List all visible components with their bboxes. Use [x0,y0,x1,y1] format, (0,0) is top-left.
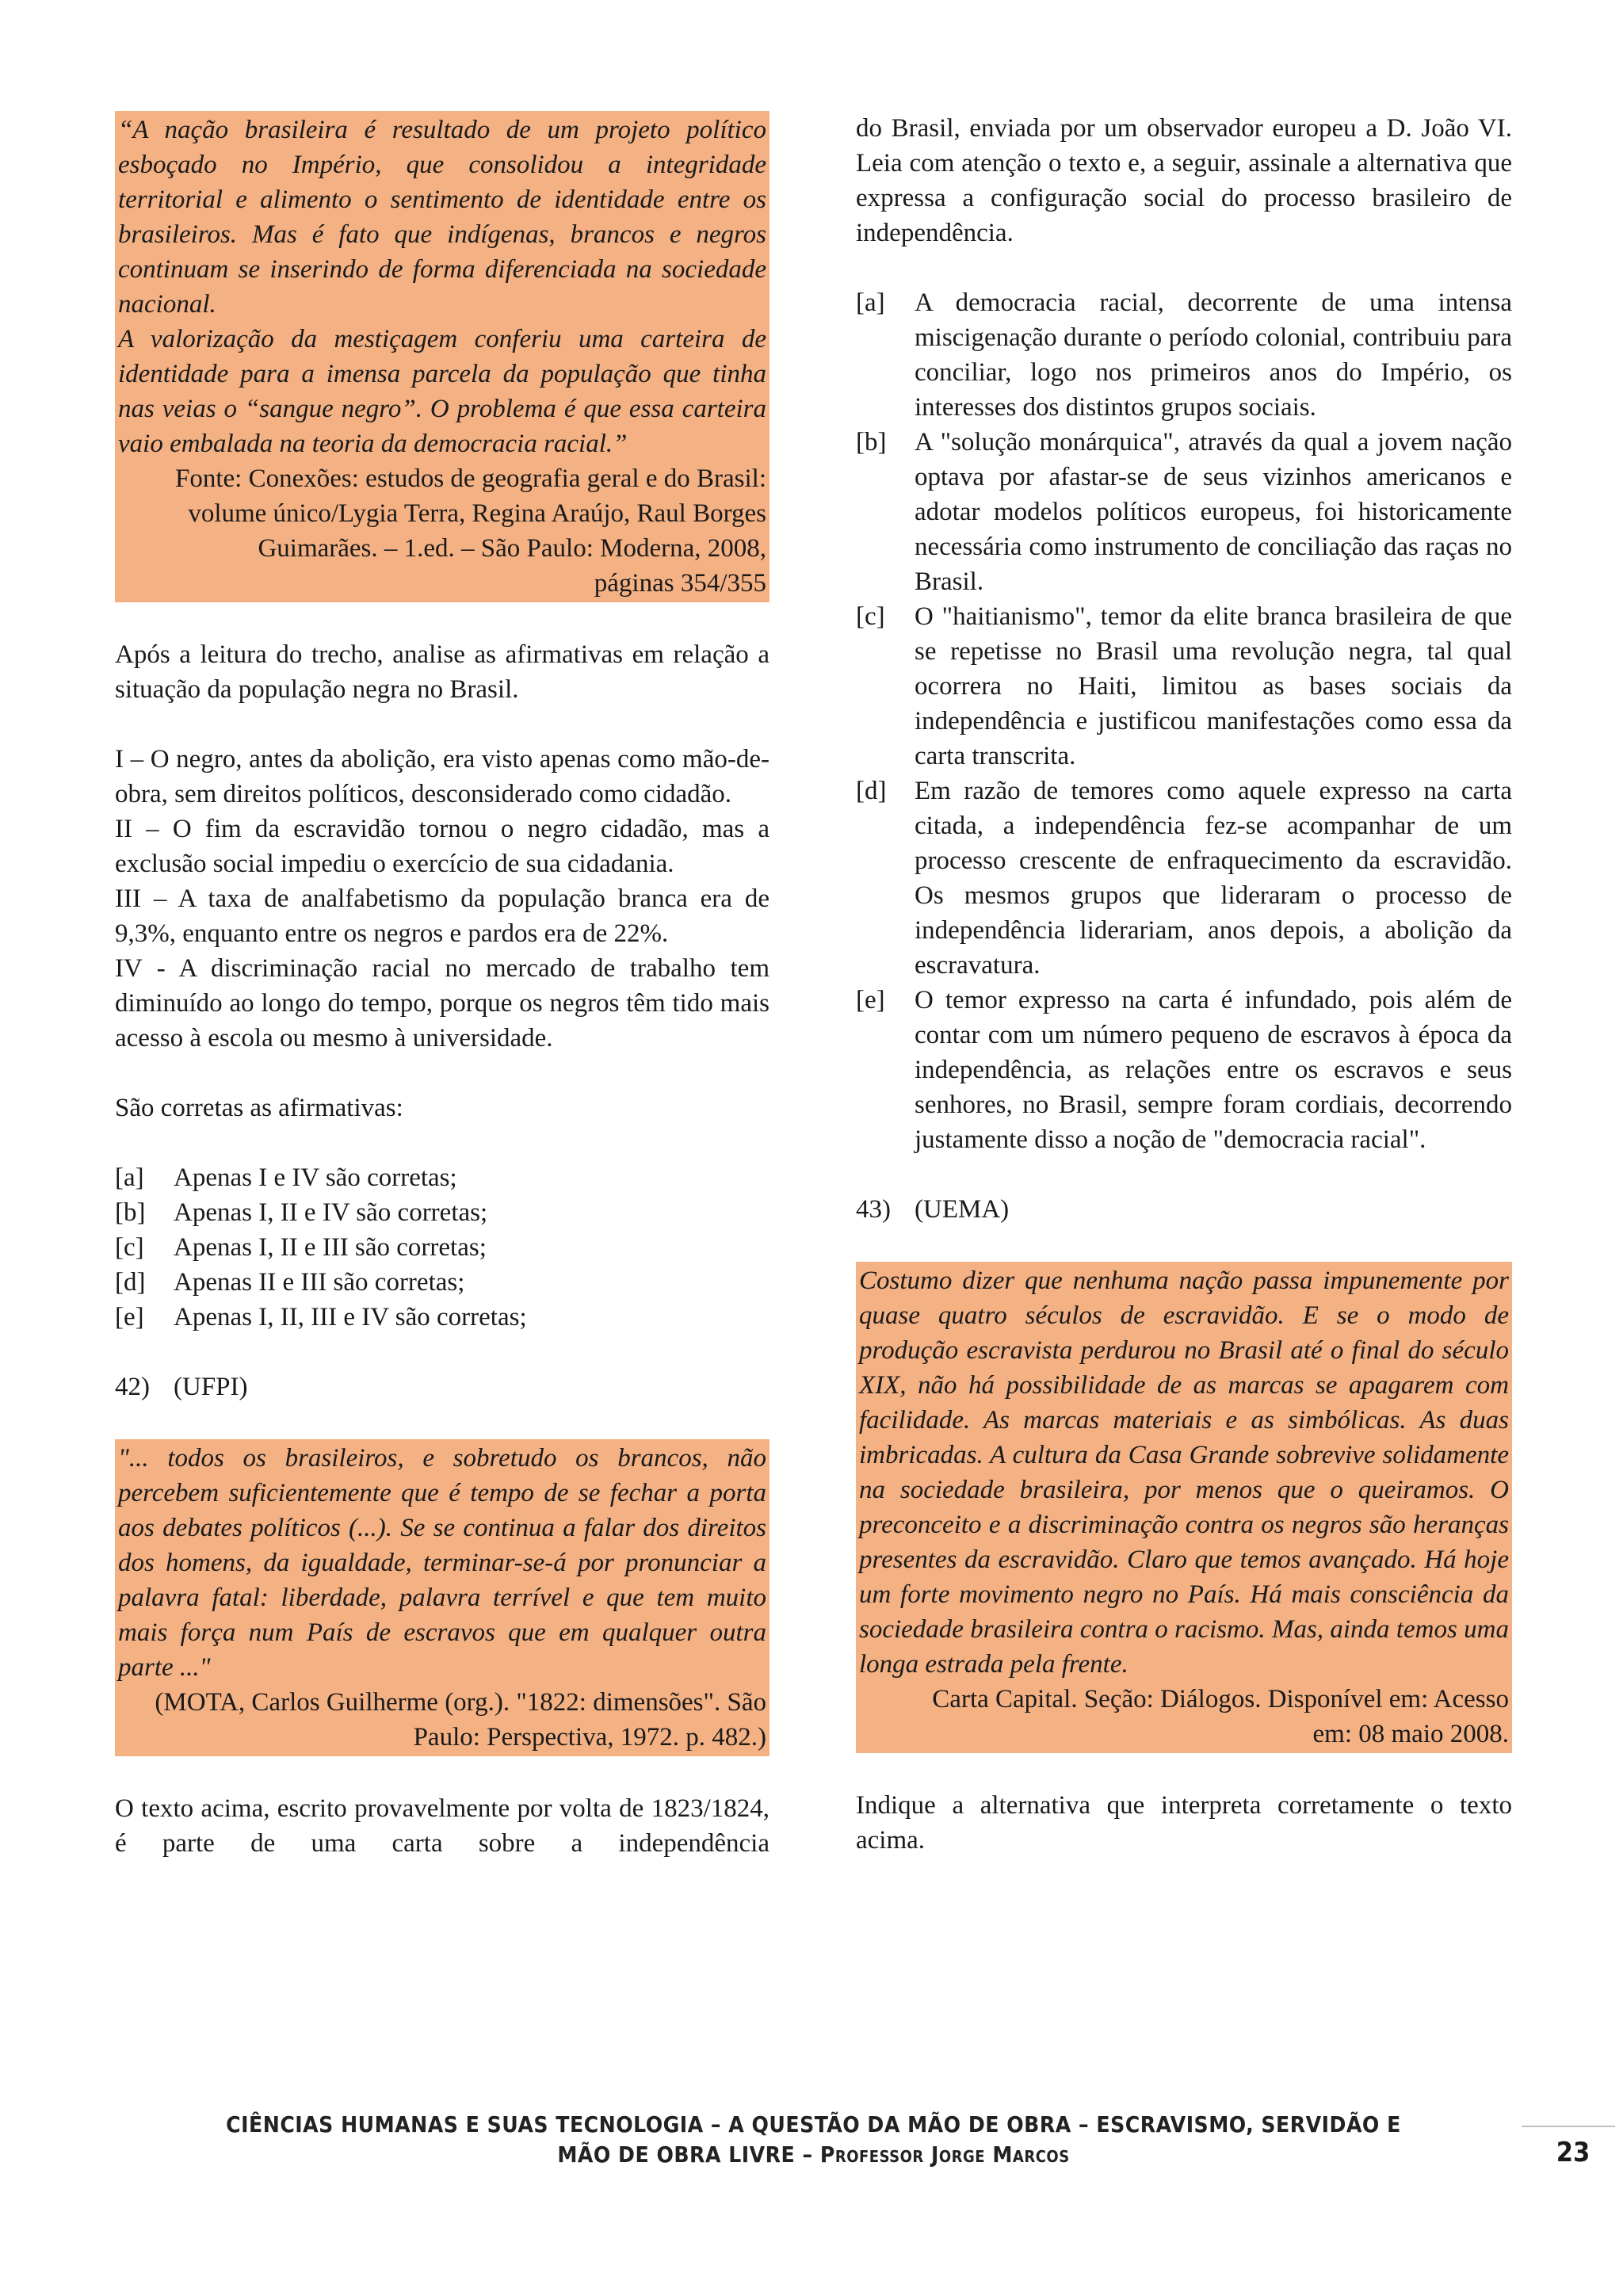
left-column [115,111,769,1861]
option-label: [c] [115,1233,144,1262]
option-c[interactable] [115,1230,769,1265]
option-text: Apenas I e IV são corretas; [174,1163,457,1192]
option-label: [b] [856,428,887,457]
option-label: [e] [115,1303,144,1331]
quote-source: Fonte: Conexões: estudos de geografia geral e do Brasil: volume único/Lygia Terra, Regina Araújo, Raul Borges Guimarães. – 1.ed. – São Paulo: Moderna, 2008, páginas 354/355 [175,464,766,598]
question-42-header [115,1370,769,1404]
question-intro: Após a leitura do trecho, analise as afirmativas em relação a situação da população negra no Brasil. [115,640,769,704]
option-c[interactable] [856,599,1512,774]
question-source: (UFPI) [174,1373,248,1401]
option-e[interactable] [115,1300,769,1335]
quote-paragraph: Costumo dizer que nenhuma nação passa impunemente por quase quatro séculos de escravidão. E se o modo de produção escravista perdurou no Brasil até o final do século XIX, não há possibilidade de as marcas se apagarem com facilidade. As marcas materiais e as simbólicas. As duas imbricadas. A cultura da Casa Grande sobrevive solidamente na sociedade brasileira, por menos que o queiramos. O preconceito e a discriminação contra os negros são heranças presentes da escravidão. Claro que temos avançado. Há hoje um forte movimento negro no País. Há mais consciência da sociedade brasileira contra o racismo. Mas, ainda temos uma longa estrada pela frente. [859,1266,1509,1679]
question-number: 42) [115,1373,150,1401]
option-text: A "solução monárquica", através da qual a jovem nação optava por afastar-se de seus vizinhos americanos e adotar modelos políticos europeus, foi historicamente necessária como instrumento de conciliação das raças no Brasil. [915,428,1512,596]
option-text: Apenas I, II e IV são corretas; [174,1198,488,1227]
page-number-rule [1522,2126,1615,2127]
option-text: O temor expresso na carta é infundado, pois além de contar com um número pequeno de escravos à época da independência, as relações entre os escravos e seus senhores, no Brasil, sempre foram cordiais, decorrendo justamente disso a noção de "democracia racial". [915,986,1512,1154]
quote-source: (MOTA, Carlos Guilherme (org.). "1822: dimensões". São Paulo: Perspectiva, 1972. p. 482.) [155,1688,766,1752]
question-42-text: O texto acima, escrito provavelmente por volta de 1823/1824, é parte de uma carta sobre a independência [115,1794,769,1858]
option-text: Apenas I, II, III e IV são corretas; [174,1303,527,1331]
footer-author: Professor Jorge Marcos [819,2141,1070,2168]
option-text: Apenas I, II e III são corretas; [174,1233,487,1262]
option-text: O "haitianismo", temor da elite branca brasileira de que se repetisse no Brasil uma revolução negra, tal qual ocorrera no Haiti, limitou as bases sociais da independência e justificou manifestações como essa da carta transcrita. [915,602,1512,770]
option-label: [e] [856,986,885,1014]
right-column [856,111,1512,1858]
option-label: [b] [115,1198,146,1227]
option-b[interactable] [856,425,1512,599]
quote-paragraph-2: A valorização da mestiçagem conferiu uma carteira de identidade para a imensa parcela da população que tinha nas veias o “sangue negro”. O problema é que essa carteira vaio embalada na teoria da democracia racial.” [118,325,766,458]
quote-source: Carta Capital. Seção: Diálogos. Disponível em: Acesso em: 08 maio 2008. [932,1685,1509,1748]
question-source: (UEMA) [915,1195,1010,1224]
question-number: 43) [856,1195,891,1224]
statement-ii: II – O fim da escravidão tornou o negro cidadão, mas a exclusão social impediu o exercício de sua cidadania. [115,815,769,878]
option-text: A democracia racial, decorrente de uma intensa miscigenação durante o período colonial, contribuiu para conciliar, logo nos primeiros anos do Império, os interesses dos distintos grupos sociais. [915,288,1512,422]
quote-paragraph-1: “A nação brasileira é resultado de um projeto político esboçado no Império, que consolidou a integridade territorial e alimento o sentimento de identidade entre os brasileiros. Mas é fato que indígenas, brancos e negros continuam se inserindo de forma diferenciada na sociedade nacional. [118,116,766,319]
option-text: Em razão de temores como aquele expresso na carta citada, a independência fez-se acompanhar de um processo crescente de enfraquecimento da escravidão. Os mesmos grupos que lideraram o processo de independência liderariam, anos depois, a abolição da escravatura. [915,777,1512,980]
option-e[interactable] [856,983,1512,1157]
quote-carta [115,1439,769,1756]
statement-iii: III – A taxa de analfabetismo da população branca era de 9,3%, enquanto entre os negros e pardos era de 22%. [115,884,769,948]
option-label: [a] [115,1163,144,1192]
footer-line-1: CIÊNCIAS HUMANAS E SUAS TECNOLOGIA – A QUESTÃO DA MÃO DE OBRA – ESCRAVISMO, SERVIDÃO E [226,2111,1401,2137]
quote-carta-capital [856,1262,1512,1753]
footer-subject: MÃO DE OBRA LIVRE – [557,2141,820,2168]
quote-conexoes [115,111,769,602]
option-b[interactable] [115,1195,769,1230]
option-a[interactable] [115,1160,769,1195]
footer-line-2 [115,2140,1512,2170]
page-footer [115,2110,1512,2170]
quote-paragraph: "... todos os brasileiros, e sobretudo os brancos, não percebem suficientemente que é tempo de se fechar a porta aos debates políticos (...). Se se continua a falar dos direitos dos homens, da igualdade, terminar-se-á por pronunciar a palavra fatal: liberdade, palavra terrível e que tem muito mais força num País de escravos que em qualquer outra parte ..." [118,1444,766,1682]
question-prompt: São corretas as afirmativas: [115,1094,403,1122]
question-43-prompt: Indique a alternativa que interpreta corretamente o texto acima. [856,1791,1512,1855]
option-text: Apenas II e III são corretas; [174,1268,465,1297]
option-d[interactable] [856,774,1512,983]
option-label: [d] [115,1268,146,1297]
option-label: [a] [856,288,885,317]
option-label: [c] [856,602,885,631]
statement-i: I – O negro, antes da abolição, era visto apenas como mão-de-obra, sem direitos políticos, desconsiderado como cidadão. [115,745,769,808]
page-number: 23 [1556,2137,1591,2168]
question-42-text-continued: do Brasil, enviada por um observador europeu a D. João VI. Leia com atenção o texto e, a seguir, assinale a alternativa que expressa a configuração social do processo brasileiro de independência. [856,114,1512,247]
question-43-header [856,1192,1512,1227]
option-a[interactable] [856,285,1512,425]
option-d[interactable] [115,1265,769,1300]
option-label: [d] [856,777,887,805]
statement-iv: IV - A discriminação racial no mercado de trabalho tem diminuído ao longo do tempo, porque os negros têm tido mais acesso à escola ou mesmo à universidade. [115,954,769,1052]
